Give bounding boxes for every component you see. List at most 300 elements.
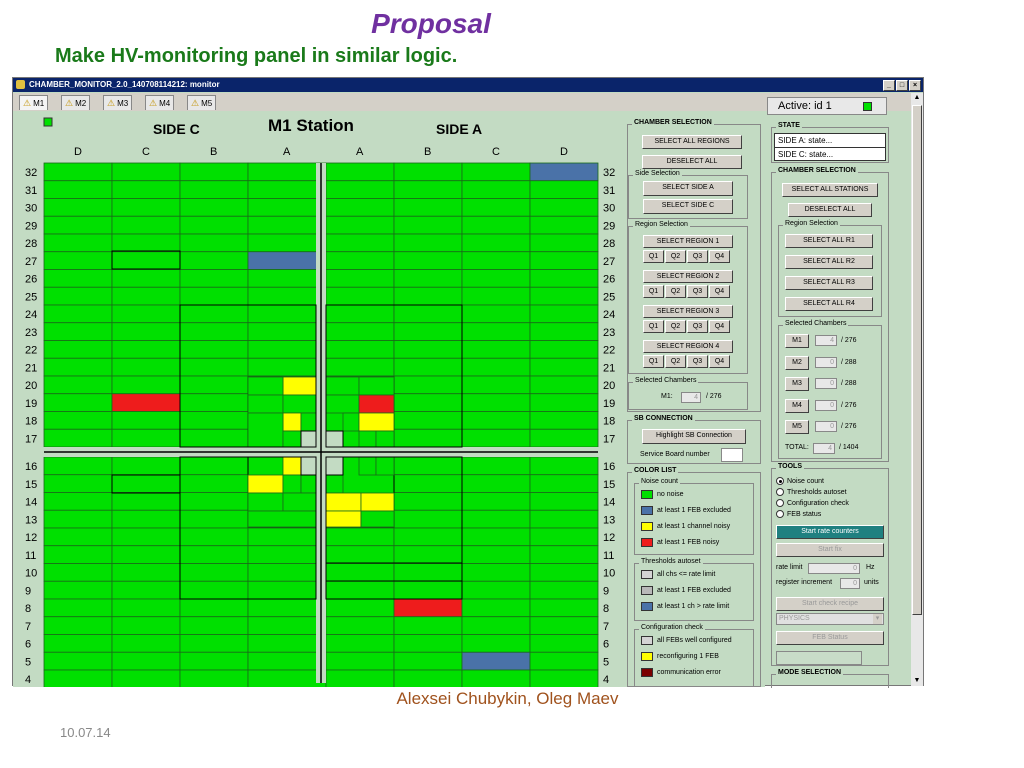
chamber-cell[interactable] [180,216,248,234]
chamber-cell[interactable] [248,163,326,181]
chamber-cell[interactable] [462,412,530,430]
chamber-cell[interactable] [394,252,462,270]
chamber-cell[interactable] [44,305,112,323]
chamber-cell[interactable] [530,652,598,670]
chamber-cell[interactable] [530,376,598,394]
chamber-cell[interactable] [394,341,462,359]
chamber-cell[interactable] [44,358,112,376]
chamber-cell[interactable] [44,670,112,687]
quadrant-button[interactable]: Q4 [709,320,730,333]
quadrant-button[interactable]: Q4 [709,355,730,368]
chamber-cell[interactable] [326,358,394,376]
select-all-stations-button[interactable]: SELECT ALL STATIONS [782,183,878,197]
chamber-cell[interactable] [180,429,248,447]
chamber-cell[interactable] [462,305,530,323]
chamber-cell[interactable] [530,305,598,323]
chamber-cell[interactable] [462,599,530,617]
chamber-cell[interactable] [112,581,180,599]
chamber-cell[interactable] [248,323,326,341]
register-increment-field[interactable]: 0 [840,578,860,589]
quadrant-button[interactable]: Q3 [687,320,708,333]
chamber-cell[interactable] [301,413,318,431]
chamber-cell[interactable] [44,252,112,270]
chamber-cell[interactable] [326,163,394,181]
quadrant-button[interactable]: Q2 [665,250,686,263]
chamber-cell[interactable] [248,652,326,670]
chamber-cell[interactable] [530,358,598,376]
chamber-cell[interactable] [112,323,180,341]
chamber-cell[interactable] [530,617,598,635]
chamber-cell[interactable] [180,270,248,288]
chamber-cell[interactable] [462,358,530,376]
chamber-cell[interactable] [326,581,394,599]
chamber-cell[interactable] [462,287,530,305]
chamber-cell[interactable] [376,431,394,449]
chamber-cell[interactable] [462,670,530,687]
select-side-a-button[interactable]: SELECT SIDE A [643,181,733,196]
chamber-cell[interactable] [326,493,361,511]
select-region-2-button[interactable]: SELECT REGION 2 [643,270,733,283]
chamber-cell[interactable] [462,546,530,564]
rate-limit-field[interactable]: 0 [808,563,860,574]
tab-m2[interactable]: ⚠ M2 [61,95,90,110]
chamber-cell[interactable] [44,581,112,599]
select-all-r1-button[interactable]: SELECT ALL R1 [785,234,873,248]
station-m5-button[interactable]: M5 [785,420,809,434]
chamber-cell[interactable] [180,493,248,511]
chamber-cell[interactable] [326,670,394,687]
chamber-cell[interactable] [180,581,248,599]
chamber-cell[interactable] [44,510,112,528]
chamber-cell[interactable] [44,394,112,412]
select-region-3-button[interactable]: SELECT REGION 3 [643,305,733,318]
chamber-cell[interactable] [112,394,180,412]
chamber-cell[interactable] [394,475,462,493]
right-deselect-all-button[interactable]: DESELECT ALL [788,203,872,217]
chamber-cell[interactable] [530,252,598,270]
chamber-cell[interactable] [326,564,394,582]
chamber-cell[interactable] [530,163,598,181]
chamber-cell[interactable] [462,323,530,341]
chamber-cell[interactable] [248,493,283,511]
chamber-cell[interactable] [394,412,462,430]
select-all-r2-button[interactable]: SELECT ALL R2 [785,255,873,269]
feb-status-button[interactable]: FEB Status [776,631,884,645]
tab-m5[interactable]: ⚠ M5 [187,95,216,110]
chamber-cell[interactable] [359,413,394,431]
chamber-cell[interactable] [462,457,530,475]
chamber-cell[interactable] [180,234,248,252]
chamber-cell[interactable] [530,564,598,582]
start-check-recipe-button[interactable]: Start check recipe [776,597,884,611]
chamber-cell[interactable] [462,617,530,635]
chamber-cell[interactable] [394,181,462,199]
chamber-cell[interactable] [359,431,376,449]
quadrant-button[interactable]: Q3 [687,250,708,263]
chamber-cell[interactable] [44,493,112,511]
chamber-cell[interactable] [394,581,462,599]
chamber-cell[interactable] [530,287,598,305]
chamber-cell[interactable] [326,199,394,217]
chamber-cell[interactable] [44,287,112,305]
chamber-cell[interactable] [394,510,462,528]
chamber-cell[interactable] [248,199,326,217]
chamber-cell[interactable] [180,546,248,564]
chamber-cell[interactable] [248,528,326,546]
chamber-cell[interactable] [248,670,326,687]
tab-m4[interactable]: ⚠ M4 [145,95,174,110]
chamber-cell[interactable] [326,528,394,546]
quadrant-button[interactable]: Q2 [665,285,686,298]
chamber-cell[interactable] [394,163,462,181]
quadrant-button[interactable]: Q4 [709,285,730,298]
scroll-up-icon[interactable]: ▲ [913,94,921,101]
chamber-cell[interactable] [394,376,462,394]
chamber-cell[interactable] [180,528,248,546]
chamber-cell[interactable] [44,270,112,288]
chamber-cell[interactable] [326,635,394,653]
chamber-cell[interactable] [180,181,248,199]
scroll-thumb[interactable] [912,105,922,615]
chamber-cell[interactable] [180,323,248,341]
chamber-cell[interactable] [112,358,180,376]
chamber-cell[interactable] [530,599,598,617]
chamber-cell[interactable] [44,652,112,670]
chamber-cell[interactable] [462,163,530,181]
chamber-cell[interactable] [180,457,248,475]
chamber-cell[interactable] [44,546,112,564]
chamber-cell[interactable] [112,163,180,181]
chamber-cell[interactable] [530,181,598,199]
chamber-cell[interactable] [112,528,180,546]
scrollbar[interactable] [911,93,923,686]
chamber-cell[interactable] [248,305,326,323]
quadrant-button[interactable]: Q3 [687,355,708,368]
quadrant-button[interactable]: Q1 [643,285,664,298]
chamber-cell[interactable] [394,323,462,341]
quadrant-button[interactable]: Q1 [643,250,664,263]
chamber-cell[interactable] [530,475,598,493]
chamber-cell[interactable] [394,564,462,582]
chamber-cell[interactable] [394,670,462,687]
station-m3-button[interactable]: M3 [785,377,809,391]
chamber-cell[interactable] [394,287,462,305]
chamber-cell[interactable] [112,493,180,511]
select-all-r3-button[interactable]: SELECT ALL R3 [785,276,873,290]
chamber-cell[interactable] [112,287,180,305]
chamber-cell[interactable] [44,216,112,234]
chamber-cell[interactable] [112,305,180,323]
chamber-cell[interactable] [326,546,394,564]
quadrant-button[interactable]: Q3 [687,285,708,298]
chamber-cell[interactable] [248,581,326,599]
chamber-cell[interactable] [530,199,598,217]
chamber-cell[interactable] [326,617,394,635]
select-region-1-button[interactable]: SELECT REGION 1 [643,235,733,248]
station-m4-button[interactable]: M4 [785,399,809,413]
chamber-cell[interactable] [283,377,318,395]
chamber-cell[interactable] [283,457,301,475]
chamber-cell[interactable] [112,475,180,493]
chamber-cell[interactable] [462,234,530,252]
chamber-cell[interactable] [248,546,326,564]
chamber-cell[interactable] [394,635,462,653]
station-m2-button[interactable]: M2 [785,356,809,370]
chamber-cell[interactable] [44,199,112,217]
chamber-cell[interactable] [248,395,283,413]
chamber-cell[interactable] [44,181,112,199]
chamber-cell[interactable] [112,252,180,270]
chamber-cell[interactable] [394,358,462,376]
chamber-cell[interactable] [326,305,394,323]
maximize-button[interactable]: □ [896,80,908,91]
chamber-cell[interactable] [394,394,462,412]
chamber-cell[interactable] [180,635,248,653]
chamber-cell[interactable] [112,234,180,252]
highlight-sb-button[interactable]: Highlight SB Connection [642,429,746,444]
chamber-cell[interactable] [112,652,180,670]
chamber-cell[interactable] [44,323,112,341]
tab-m3[interactable]: ⚠ M3 [103,95,132,110]
chamber-cell[interactable] [283,413,301,431]
chamber-cell[interactable] [530,341,598,359]
quadrant-button[interactable]: Q2 [665,320,686,333]
chamber-cell[interactable] [301,475,318,493]
quadrant-button[interactable]: Q2 [665,355,686,368]
chamber-cell[interactable] [180,670,248,687]
chamber-cell[interactable] [44,234,112,252]
minimize-button[interactable]: _ [883,80,895,91]
chamber-cell[interactable] [326,323,394,341]
chamber-cell[interactable] [44,163,112,181]
radio-thresholds[interactable]: Thresholds autoset [776,488,847,496]
chamber-cell[interactable] [112,270,180,288]
chamber-cell[interactable] [394,528,462,546]
chamber-cell[interactable] [326,652,394,670]
radio-feb-status[interactable]: FEB status [776,510,821,518]
chamber-cell[interactable] [112,412,180,430]
chamber-cell[interactable] [530,323,598,341]
chamber-cell[interactable] [462,528,530,546]
chamber-cell[interactable] [180,412,248,430]
chamber-cell[interactable] [248,216,326,234]
scroll-down-icon[interactable]: ▼ [913,677,921,684]
chamber-cell[interactable] [180,475,248,493]
chamber-cell[interactable] [44,564,112,582]
chamber-cell[interactable] [394,652,462,670]
chamber-cell[interactable] [530,581,598,599]
chamber-cell[interactable] [462,252,530,270]
chamber-cell[interactable] [180,341,248,359]
start-rate-counters-button[interactable]: Start rate counters [776,525,884,539]
chamber-cell[interactable] [361,511,394,527]
chamber-cell[interactable] [44,617,112,635]
chamber-cell[interactable] [530,457,598,475]
chamber-cell[interactable] [394,457,462,475]
chamber-cell[interactable] [180,652,248,670]
chamber-cell[interactable] [326,216,394,234]
quadrant-button[interactable]: Q4 [709,250,730,263]
chamber-cell[interactable] [248,252,326,270]
chamber-cell[interactable] [112,599,180,617]
chamber-cell[interactable] [112,216,180,234]
chamber-cell[interactable] [112,457,180,475]
chamber-cell[interactable] [248,413,283,449]
chamber-cell[interactable] [530,670,598,687]
chamber-cell[interactable] [462,270,530,288]
chamber-cell[interactable] [326,341,394,359]
chamber-cell[interactable] [394,429,462,447]
chamber-cell[interactable] [359,457,376,475]
chamber-cell[interactable] [462,510,530,528]
chamber-cell[interactable] [44,376,112,394]
chamber-cell[interactable] [112,199,180,217]
chamber-cell[interactable] [248,234,326,252]
select-all-regions-button[interactable]: SELECT ALL REGIONS [642,135,742,149]
chamber-cell[interactable] [530,216,598,234]
chamber-cell[interactable] [44,475,112,493]
chamber-cell[interactable] [359,377,394,395]
chamber-cell[interactable] [462,475,530,493]
chamber-cell[interactable] [394,305,462,323]
chamber-cell[interactable] [326,511,361,527]
select-region-4-button[interactable]: SELECT REGION 4 [643,340,733,353]
chamber-cell[interactable] [462,564,530,582]
chamber-cell[interactable] [394,546,462,564]
chamber-cell[interactable] [530,546,598,564]
chamber-cell[interactable] [112,181,180,199]
chamber-cell[interactable] [530,234,598,252]
chamber-cell[interactable] [112,617,180,635]
chamber-cell[interactable] [180,376,248,394]
close-button[interactable]: × [909,80,921,91]
chamber-cell[interactable] [394,599,462,617]
chamber-cell[interactable] [180,163,248,181]
chamber-cell[interactable] [326,252,394,270]
chamber-cell[interactable] [394,493,462,511]
chamber-cell[interactable] [112,670,180,687]
quadrant-button[interactable]: Q1 [643,320,664,333]
chamber-cell[interactable] [180,564,248,582]
chamber-cell[interactable] [180,287,248,305]
chamber-cell[interactable] [248,377,283,395]
chamber-cell[interactable] [326,181,394,199]
station-m1-button[interactable]: M1 [785,334,809,348]
service-board-input[interactable] [721,448,743,462]
chamber-cell[interactable] [394,234,462,252]
select-side-c-button[interactable]: SELECT SIDE C [643,199,733,214]
chamber-cell[interactable] [248,270,326,288]
chamber-cell[interactable] [283,431,301,449]
chamber-cell[interactable] [44,457,112,475]
chamber-cell[interactable] [462,429,530,447]
chamber-cell[interactable] [326,234,394,252]
chamber-cell[interactable] [343,413,359,431]
chamber-cell[interactable] [530,429,598,447]
chamber-cell[interactable] [112,635,180,653]
chamber-cell[interactable] [248,287,326,305]
start-fix-button[interactable]: Start fix [776,543,884,557]
chamber-cell[interactable] [462,635,530,653]
chamber-cell[interactable] [248,511,326,527]
chamber-cell[interactable] [44,429,112,447]
chamber-cell[interactable] [248,617,326,635]
chamber-cell[interactable] [248,475,283,493]
chamber-cell[interactable] [44,599,112,617]
chamber-cell[interactable] [530,394,598,412]
chamber-cell[interactable] [530,270,598,288]
chamber-cell[interactable] [180,305,248,323]
chamber-cell[interactable] [530,528,598,546]
chamber-cell[interactable] [112,564,180,582]
chamber-cell[interactable] [248,181,326,199]
chamber-cell[interactable] [530,412,598,430]
quadrant-button[interactable]: Q1 [643,355,664,368]
chamber-cell[interactable] [180,199,248,217]
chamber-cell[interactable] [248,599,326,617]
chamber-cell[interactable] [180,252,248,270]
chamber-cell[interactable] [462,341,530,359]
tab-m1[interactable]: ⚠ M1 [19,95,48,110]
chamber-cell[interactable] [44,635,112,653]
chamber-cell[interactable] [326,270,394,288]
chamber-cell[interactable] [394,199,462,217]
chamber-cell[interactable] [112,510,180,528]
chamber-cell[interactable] [462,652,530,670]
chamber-cell[interactable] [530,510,598,528]
chamber-cell[interactable] [326,599,394,617]
chamber-cell[interactable] [44,341,112,359]
chamber-cell[interactable] [180,617,248,635]
chamber-cell[interactable] [44,528,112,546]
chamber-cell[interactable] [180,599,248,617]
chamber-cell[interactable] [394,216,462,234]
chamber-cell[interactable] [462,199,530,217]
chamber-cell[interactable] [359,395,394,413]
chamber-cell[interactable] [462,216,530,234]
chamber-cell[interactable] [530,493,598,511]
chamber-cell[interactable] [248,635,326,653]
chamber-cell[interactable] [462,493,530,511]
chamber-cell[interactable] [180,394,248,412]
radio-config-check[interactable]: Configuration check [776,499,849,507]
recipe-select[interactable]: PHYSICS ▾ [776,613,884,625]
chamber-cell[interactable] [326,287,394,305]
chamber-cell[interactable] [530,635,598,653]
chamber-cell[interactable] [283,475,301,493]
chamber-cell[interactable] [394,270,462,288]
chamber-cell[interactable] [180,510,248,528]
chamber-cell[interactable] [394,617,462,635]
chamber-cell[interactable] [112,429,180,447]
chamber-cell[interactable] [248,358,326,376]
chamber-cell[interactable] [361,493,394,511]
chamber-cell[interactable] [462,394,530,412]
select-all-r4-button[interactable]: SELECT ALL R4 [785,297,873,311]
chamber-cell[interactable] [112,546,180,564]
chamber-cell[interactable] [462,581,530,599]
chamber-cell[interactable] [112,376,180,394]
chamber-cell[interactable] [180,358,248,376]
chamber-cell[interactable] [44,412,112,430]
chamber-cell[interactable] [462,181,530,199]
radio-noise-count[interactable]: Noise count [776,477,824,485]
chamber-cell[interactable] [248,341,326,359]
chamber-cell[interactable] [462,376,530,394]
chamber-cell[interactable] [112,341,180,359]
chamber-cell[interactable] [248,564,326,582]
chamber-cell[interactable] [376,457,394,475]
